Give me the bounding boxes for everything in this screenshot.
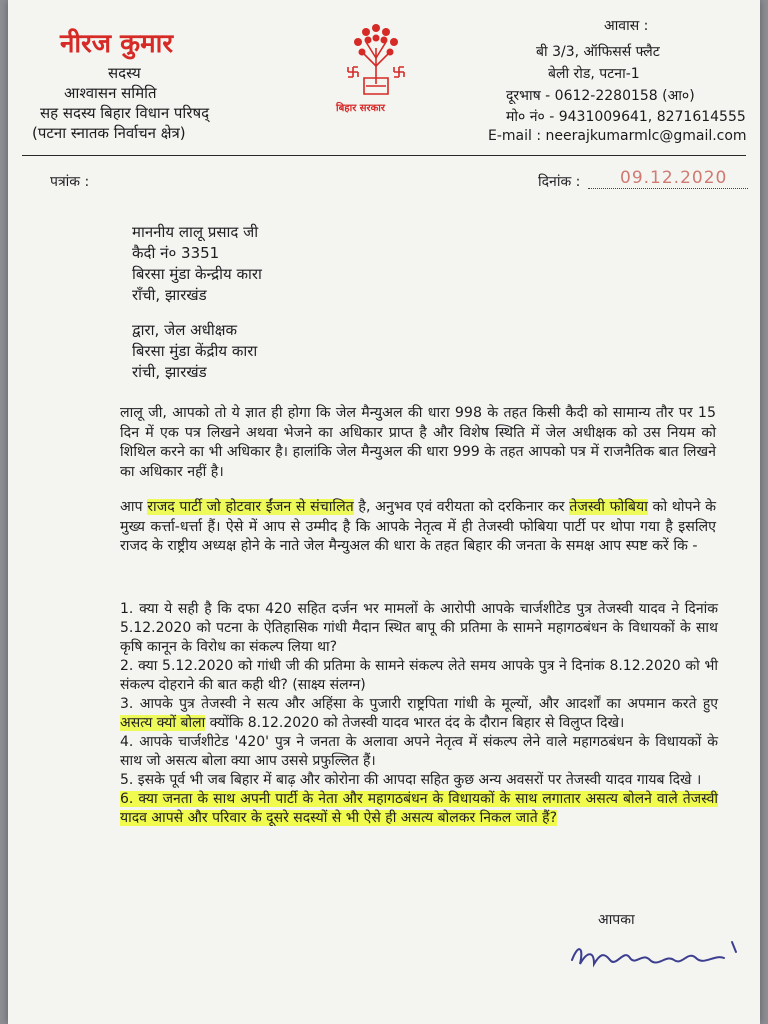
date-dotted-line xyxy=(588,188,748,189)
mobile-line: मो० नं० - 9431009641, 8271614555 xyxy=(506,109,746,125)
question-item xyxy=(120,790,718,828)
bihar-government-logo xyxy=(342,14,410,110)
email-line: E-mail : neerajkumarmlc@gmail.com xyxy=(488,128,747,144)
question-item: 2. क्या 5.12.2020 को गांधी जी की प्रतिमा के सामने संकल्प लेते समय आपके पुत्र ने दिनांक 8.12.2020 को भी संकल्प दोहराने की बात कही थी? (साक्ष्य संलग्न) xyxy=(120,658,718,693)
via-block xyxy=(132,320,257,383)
question-item: 1. क्या ये सही है कि दफा 420 सहित दर्जन भर मामलों के आरोपी आपके चार्जशीटेड पुत्र तेजस्वी यादव ने दिनांक 5.12.2020 को पटना के ऐतिहासिक गांधी मैदान स्थित बापू की प्रतिमा के सामने महागठबंधन के विधायकों के साथ कृषि कानून के विरोध का संकल्प लिया था? xyxy=(120,601,718,655)
via-line: बिरसा मुंडा केंद्रीय कारा xyxy=(132,342,258,360)
recipient-line: राँची, झारखंड xyxy=(132,286,207,304)
sender-name: नीरज कुमार xyxy=(60,29,174,59)
letter-page xyxy=(8,0,760,1024)
date-label: दिनांक : xyxy=(538,174,581,190)
question-list xyxy=(120,600,718,828)
logo-caption: बिहार सरकार xyxy=(336,103,385,114)
recipient-line: माननीय लालू प्रसाद जी xyxy=(132,223,259,241)
residence-label: आवास : xyxy=(604,18,649,34)
sender-constituency: (पटना स्नातक निर्वाचन क्षेत्र) xyxy=(32,124,186,142)
recipient-line: कैदी नं० 3351 xyxy=(132,244,220,262)
highlighted-text: राजद पार्टी जो होटवार ईंजन से संचालित xyxy=(147,499,354,515)
body-paragraph-2 xyxy=(120,498,716,557)
highlighted-text: 6. क्या जनता के साथ अपनी पार्टी के नेता और महागठबंधन के विधायकों के साथ लगातार असत्य बोलने वाले तेजस्वी यादव आपसे और परिवार के दूसरे सदस्यों से भी ऐसे ही असत्य बोलकर निकल जाते हैं? xyxy=(120,791,718,826)
question-item: 5. इसके पूर्व भी जब बिहार में बाढ़ और कोरोना की आपदा सहित कुछ अन्य अवसरों पर तेजस्वी यादव गायब दिखे । xyxy=(120,772,702,788)
sender-committee: आश्वासन समिति xyxy=(64,84,157,102)
via-line: द्वारा, जेल अधीक्षक xyxy=(132,321,237,339)
recipient-line: बिरसा मुंडा केन्द्रीय कारा xyxy=(132,265,262,283)
question-text: 3. आपके पुत्र तेजस्वी ने सत्य और अहिंसा के पुजारी राष्ट्रपिता गांधी के मूल्यों, और आदर्शों का अपमान करते हुए xyxy=(120,696,718,712)
sender-role: सदस्य xyxy=(108,64,141,82)
address-line-1: बी 3/3, ऑफिसर्स फ्लैट xyxy=(536,44,660,60)
recipient-block xyxy=(132,222,262,306)
via-line: रांची, झारखंड xyxy=(132,363,207,381)
highlighted-text: तेजस्वी फोबिया xyxy=(569,499,648,515)
paragraph-text: आप xyxy=(120,499,148,515)
reference-label: पत्रांक : xyxy=(50,174,90,190)
body-paragraph-1: लालू जी, आपको तो ये ज्ञात ही होगा कि जेल मैन्युअल की धारा 998 के तहत किसी कैदी को सामान्य तौर पर 15 दिन में एक पत्र लिखने अथवा भेजने का अधिकार प्राप्त है और विशेष स्थिति में जेल अधीक्षक को उस नियम को शिथिल करने का भी अधिकार है। हालांकि जेल मैन्युअल की धारा 999 के तहत आपको पत्र में राजनैतिक बात लिखने का अधिकार नहीं है। xyxy=(120,405,716,480)
closing-label: आपका xyxy=(598,912,635,928)
signature xyxy=(564,924,754,988)
header-divider xyxy=(22,155,746,156)
question-item xyxy=(120,695,718,733)
question-item: 4. आपके चार्जशीटेड '420' पुत्र ने जनता के अलावा अपने नेतृत्व में संकल्प लेने वाले महागठबंधन के विधायकों के साथ जो असत्य बोला क्या आप उससे प्रफुल्लित हैं। xyxy=(120,734,718,769)
question-text: क्योंकि 8.12.2020 को तेजस्वी यादव भारत दंद के दौरान बिहार से विलुप्त दिखे। xyxy=(205,715,625,731)
paragraph-text: को थोपने के मुख्य कर्त्ता-धर्त्ता हैं। ऐसे में आप से उम्मीद है कि आपके नेतृत्व में ही तेजस्वी फोबिया पार्टी पर थोपा गया है इसलिए राजद के राष्ट्रीय अध्यक्ष होने के नाते जेल मैन्युअल की धारा के तहत बिहार की जनता के समक्ष आप स्पष्ट करें कि - xyxy=(120,499,717,554)
date-value: 09.12.2020 xyxy=(620,168,728,188)
sender-council: सह सदस्य बिहार विधान परिषद् xyxy=(40,104,210,122)
address-line-2: बेली रोड, पटना-1 xyxy=(548,66,640,82)
phone-line: दूरभाष - 0612-2280158 (आ०) xyxy=(506,88,695,104)
paragraph-text: है, अनुभव एवं वरीयता को दरकिनार कर xyxy=(353,499,570,515)
highlighted-text: असत्य क्यों बोला xyxy=(120,715,206,731)
